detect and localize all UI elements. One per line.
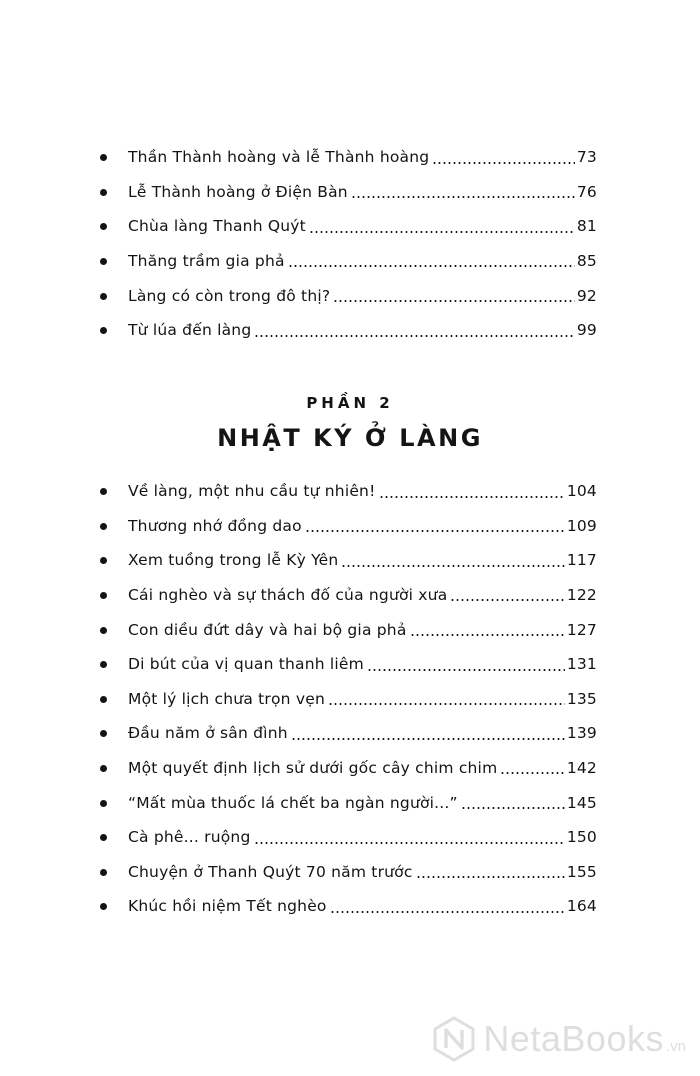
toc-entry-page: 99	[576, 321, 597, 340]
bullet-icon	[100, 557, 107, 564]
dot-leader	[328, 703, 565, 705]
toc-entry	[0, 509, 700, 544]
toc-entry-page: 155	[566, 862, 597, 881]
toc-entry	[0, 820, 700, 855]
toc-entry-title: Một quyết định lịch sử dưới gốc cây chim chim	[128, 759, 498, 778]
bullet-icon	[100, 154, 107, 161]
toc-entry	[0, 543, 700, 578]
bullet-icon	[100, 834, 107, 841]
bullet-icon	[100, 523, 107, 530]
dot-leader	[254, 842, 565, 844]
toc-entry	[0, 474, 700, 509]
bullet-icon	[100, 730, 107, 737]
toc-entry-title: Đầu năm ở sân đình	[128, 724, 288, 743]
toc-entry-page: 109	[566, 516, 597, 535]
toc-entry-title: Thương nhớ đồng dao	[128, 516, 302, 535]
toc-entry-title: “Mất mùa thuốc lá chết ba ngàn người...”	[128, 793, 458, 812]
toc-entry-page: 139	[566, 724, 597, 743]
toc-entry-page: 127	[566, 620, 597, 639]
toc-entry-title: Chùa làng Thanh Quýt	[128, 217, 306, 236]
toc-entry-title: Một lý lịch chưa trọn vẹn	[128, 689, 325, 708]
toc-entry-page: 164	[566, 897, 597, 916]
dot-leader	[379, 496, 565, 498]
dot-leader	[450, 599, 564, 601]
toc-entry-title: Cái nghèo và sự thách đố của người xưa	[128, 586, 448, 605]
toc-entry-page: 131	[566, 655, 597, 674]
part-title: NHẬT KÝ Ở LÀNG	[217, 424, 483, 452]
bullet-icon	[100, 488, 107, 495]
toc-entry-page: 135	[566, 689, 597, 708]
toc-list-part-1	[0, 140, 700, 348]
dot-leader	[291, 738, 565, 740]
toc-entry	[0, 855, 700, 890]
bullet-icon	[100, 258, 107, 265]
dot-leader	[330, 911, 565, 913]
bullet-icon	[100, 800, 107, 807]
dot-leader	[254, 335, 575, 337]
bullet-icon	[100, 627, 107, 634]
bullet-icon	[100, 869, 107, 876]
dot-leader	[410, 634, 565, 636]
toc-entry-title: Làng có còn trong đô thị?	[128, 286, 331, 305]
toc-entry-page: 73	[576, 148, 597, 167]
dot-leader	[367, 669, 565, 671]
toc-entry-page: 122	[566, 586, 597, 605]
toc-entry	[0, 209, 700, 244]
netabooks-logo-icon	[431, 1016, 477, 1062]
part-label: PHẦN 2	[306, 394, 394, 412]
toc-entry	[0, 682, 700, 717]
dot-leader	[461, 807, 565, 809]
toc-entry	[0, 175, 700, 210]
toc-entry-page: 92	[576, 286, 597, 305]
bullet-icon	[100, 293, 107, 300]
bullet-icon	[100, 327, 107, 334]
watermark	[431, 1016, 686, 1062]
bullet-icon	[100, 696, 107, 703]
toc-entry-title: Xem tuồng trong lễ Kỳ Yên	[128, 551, 339, 570]
toc-entry	[0, 751, 700, 786]
toc-entry-title: Chuyện ở Thanh Quýt 70 năm trước	[128, 862, 413, 881]
toc-entry	[0, 785, 700, 820]
toc-entry-page: 142	[566, 759, 597, 778]
toc-entry-title: Từ lúa đến làng	[128, 321, 252, 340]
toc-entry	[0, 716, 700, 751]
bullet-icon	[100, 189, 107, 196]
bullet-icon	[100, 661, 107, 668]
toc-entry-page: 117	[566, 551, 597, 570]
bullet-icon	[100, 592, 107, 599]
bullet-icon	[100, 765, 107, 772]
dot-leader	[341, 565, 564, 567]
dot-leader	[500, 772, 564, 774]
toc-entry-title: Khúc hồi niệm Tết nghèo	[128, 897, 327, 916]
toc-entry-title: Cà phê... ruộng	[128, 828, 251, 847]
dot-leader	[416, 876, 565, 878]
toc-entry-title: Về làng, một nhu cầu tự nhiên!	[128, 482, 376, 501]
toc-entry-title: Thần Thành hoàng và lễ Thành hoàng	[128, 148, 430, 167]
toc-entry	[0, 313, 700, 348]
toc-entry-page: 85	[576, 252, 597, 271]
dot-leader	[309, 231, 575, 233]
dot-leader	[432, 162, 575, 164]
toc-entry-title: Thăng trầm gia phả	[128, 252, 285, 271]
toc-entry-page: 76	[576, 182, 597, 201]
toc-entry-title: Con diều đứt dây và hai bộ gia phả	[128, 620, 407, 639]
toc-list-part-2	[0, 474, 700, 924]
toc-entry-page: 81	[576, 217, 597, 236]
toc-entry	[0, 578, 700, 613]
watermark-suffix: .vn	[665, 1038, 686, 1055]
dot-leader	[305, 530, 565, 532]
dot-leader	[333, 300, 575, 302]
toc-entry	[0, 140, 700, 175]
dot-leader	[288, 265, 575, 267]
toc-entry	[0, 244, 700, 279]
toc-entry	[0, 278, 700, 313]
toc-entry-page: 145	[566, 793, 597, 812]
toc-entry-title: Lễ Thành hoàng ở Điện Bàn	[128, 182, 348, 201]
toc-entry	[0, 647, 700, 682]
bullet-icon	[100, 903, 107, 910]
toc-entry-title: Di bút của vị quan thanh liêm	[128, 655, 364, 674]
bullet-icon	[100, 223, 107, 230]
toc-entry-page: 104	[566, 482, 597, 501]
dot-leader	[351, 196, 575, 198]
toc-entry	[0, 612, 700, 647]
toc-entry	[0, 889, 700, 924]
watermark-text: NetaBooks	[483, 1018, 664, 1059]
toc-entry-page: 150	[566, 828, 597, 847]
